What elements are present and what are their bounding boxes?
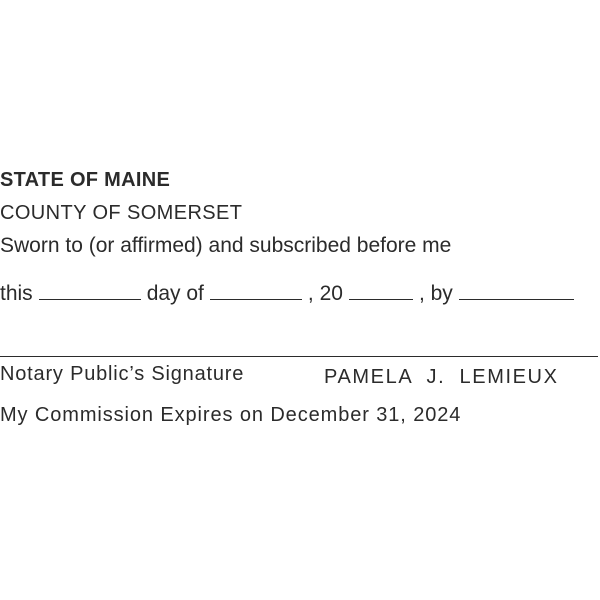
commission-expiration: My Commission Expires on December 31, 2024: [0, 404, 462, 426]
this-label: this: [0, 282, 33, 305]
signature-label: Notary Public’s Signature: [0, 363, 245, 385]
year-prefix-label: , 20: [307, 282, 343, 305]
by-blank: [459, 282, 574, 300]
notary-name: PAMELA J. LEMIEUX: [324, 366, 559, 388]
date-fill-row: [0, 282, 574, 304]
county-line: COUNTY OF SOMERSET: [0, 202, 243, 224]
by-label: , by: [418, 282, 453, 305]
state-heading: STATE OF MAINE: [0, 169, 171, 191]
day-of-label: day of: [146, 282, 204, 305]
day-blank: [39, 282, 141, 300]
month-blank: [210, 282, 302, 300]
sworn-statement: Sworn to (or affirmed) and subscribed before me: [0, 234, 452, 257]
year-blank: [349, 282, 413, 300]
signature-line: [0, 356, 598, 357]
